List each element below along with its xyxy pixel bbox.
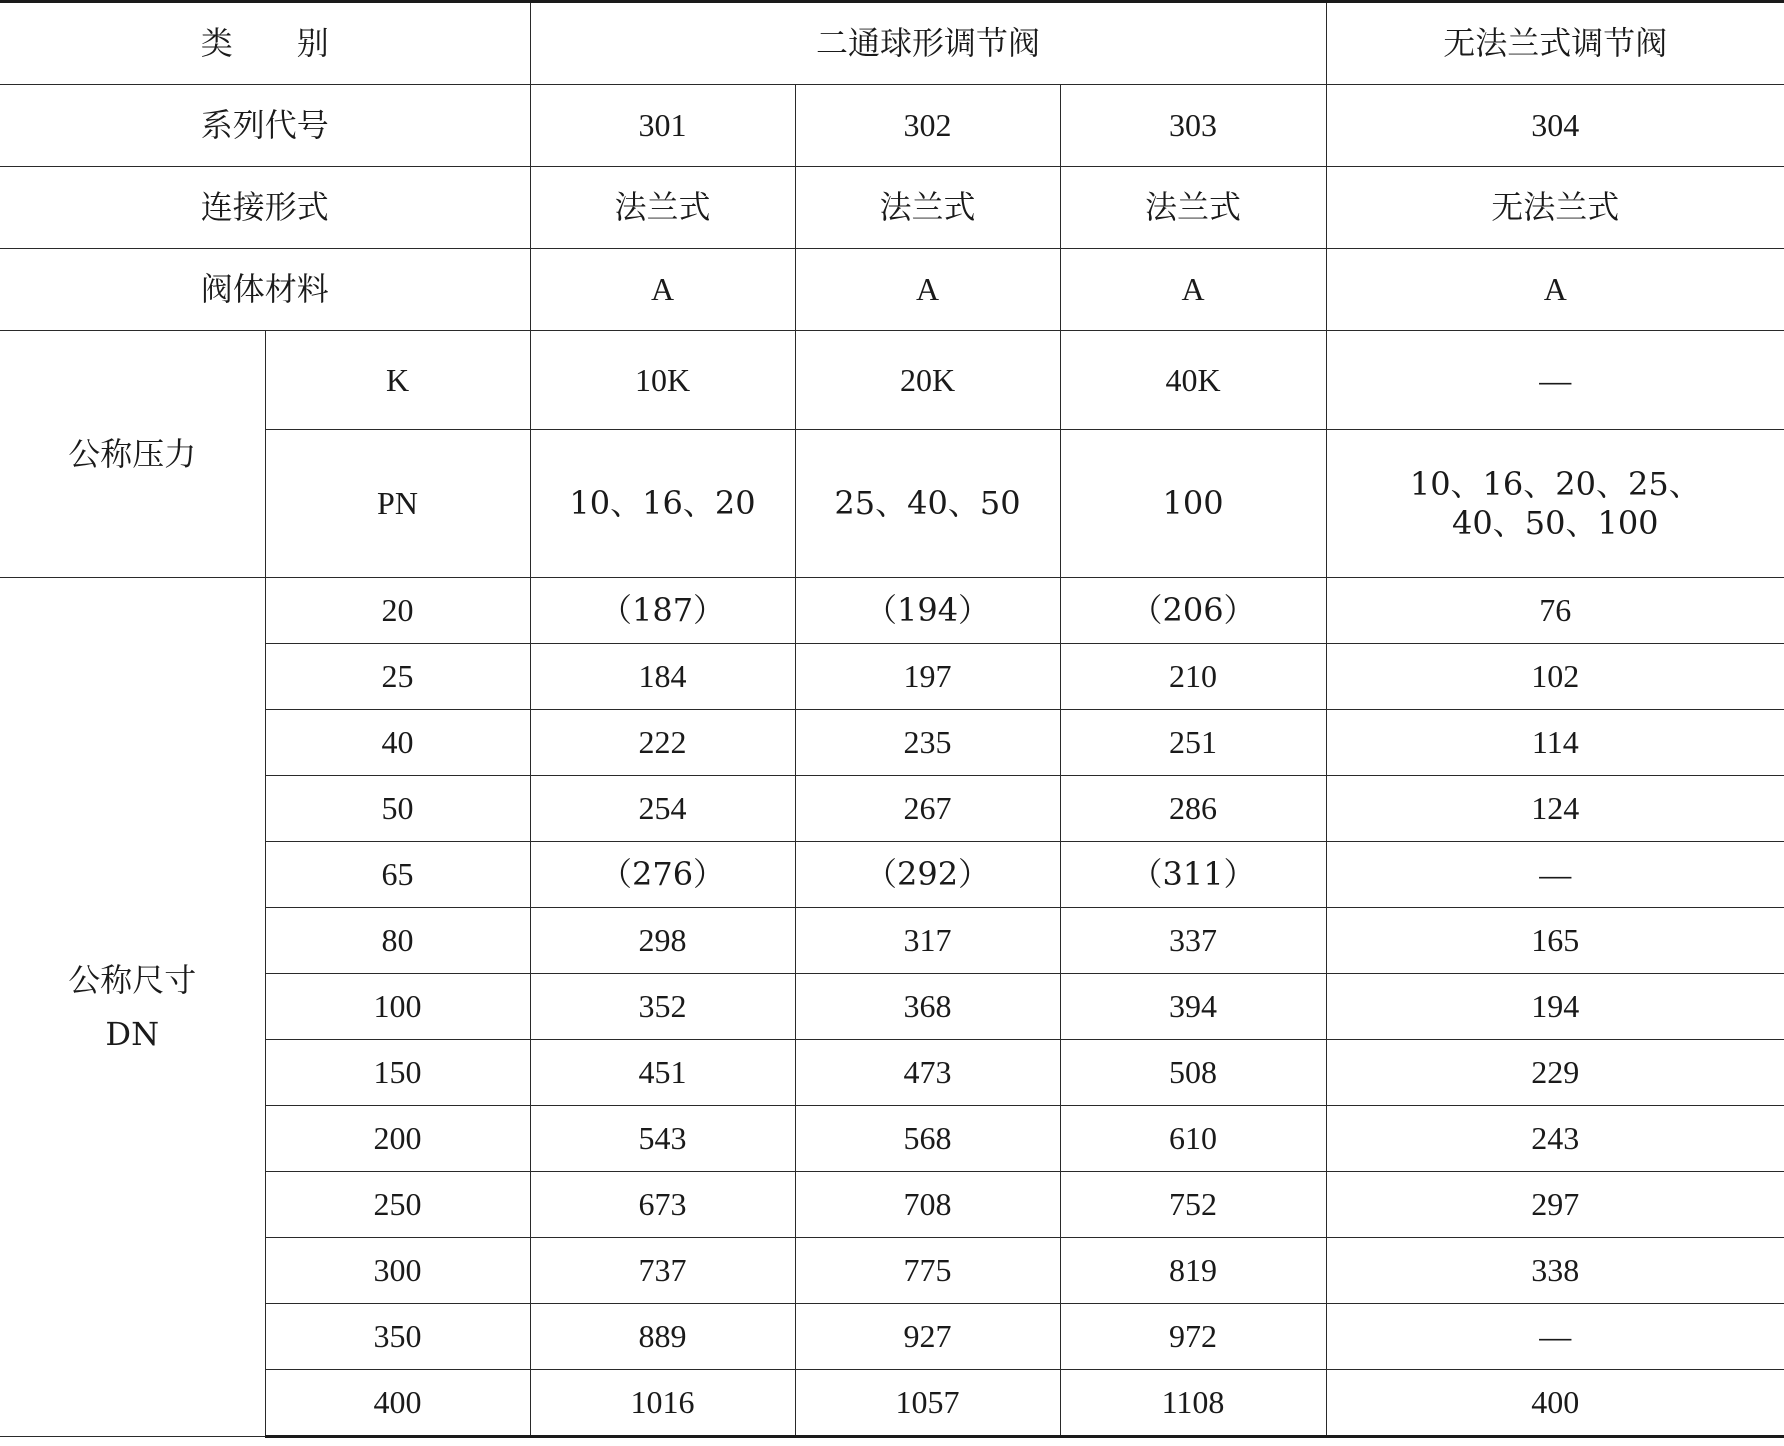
size-value-cell: 1108 bbox=[1060, 1370, 1326, 1437]
size-label-text bbox=[68, 953, 196, 1062]
series-row bbox=[0, 85, 1784, 167]
size-value-cell: — bbox=[1326, 1304, 1784, 1370]
material-cell: A bbox=[1326, 249, 1784, 331]
size-value-cell: 889 bbox=[530, 1304, 795, 1370]
connection-row bbox=[0, 167, 1784, 249]
size-value-cell: （292） bbox=[795, 842, 1060, 908]
size-row bbox=[0, 644, 1784, 710]
size-value-cell: 76 bbox=[1326, 578, 1784, 644]
size-value-cell: （187） bbox=[530, 578, 795, 644]
size-row bbox=[0, 908, 1784, 974]
size-dn-cell: 80 bbox=[265, 908, 530, 974]
size-label bbox=[0, 578, 265, 1437]
size-value-cell: 1016 bbox=[530, 1370, 795, 1437]
series-cell: 302 bbox=[795, 85, 1060, 167]
size-value-cell: 473 bbox=[795, 1040, 1060, 1106]
connection-cell: 法兰式 bbox=[530, 167, 795, 249]
series-label: 系列代号 bbox=[0, 85, 530, 167]
size-value-cell: 508 bbox=[1060, 1040, 1326, 1106]
size-value-cell: 114 bbox=[1326, 710, 1784, 776]
connection-cell: 法兰式 bbox=[1060, 167, 1326, 249]
size-dn-cell: 100 bbox=[265, 974, 530, 1040]
size-value-cell: 210 bbox=[1060, 644, 1326, 710]
size-value-cell: 102 bbox=[1326, 644, 1784, 710]
size-row bbox=[0, 710, 1784, 776]
size-value-cell: 194 bbox=[1326, 974, 1784, 1040]
globe-valve-group-header: 二通球形调节阀 bbox=[530, 2, 1326, 85]
size-value-cell: 610 bbox=[1060, 1106, 1326, 1172]
size-dn-cell: 350 bbox=[265, 1304, 530, 1370]
size-value-cell: （206） bbox=[1060, 578, 1326, 644]
size-dn-cell: 25 bbox=[265, 644, 530, 710]
size-value-cell: （194） bbox=[795, 578, 1060, 644]
size-dn-cell: 150 bbox=[265, 1040, 530, 1106]
size-row bbox=[0, 1370, 1784, 1437]
size-row bbox=[0, 842, 1784, 908]
size-value-cell: 394 bbox=[1060, 974, 1326, 1040]
size-value-cell: 297 bbox=[1326, 1172, 1784, 1238]
material-cell: A bbox=[1060, 249, 1326, 331]
size-value-cell: 267 bbox=[795, 776, 1060, 842]
header-row bbox=[0, 2, 1784, 85]
size-value-cell: 338 bbox=[1326, 1238, 1784, 1304]
pressure-pn-cell: 10、16、20 bbox=[530, 430, 795, 578]
connection-cell: 法兰式 bbox=[795, 167, 1060, 249]
size-value-cell: 775 bbox=[795, 1238, 1060, 1304]
size-value-cell: 222 bbox=[530, 710, 795, 776]
size-value-cell: 927 bbox=[795, 1304, 1060, 1370]
size-value-cell: 752 bbox=[1060, 1172, 1326, 1238]
size-value-cell: 400 bbox=[1326, 1370, 1784, 1437]
pressure-k-cell: 40K bbox=[1060, 331, 1326, 430]
size-dn-cell: 50 bbox=[265, 776, 530, 842]
size-value-cell: 184 bbox=[530, 644, 795, 710]
pressure-k-cell: — bbox=[1326, 331, 1784, 430]
material-label: 阀体材料 bbox=[0, 249, 530, 331]
size-value-cell: 243 bbox=[1326, 1106, 1784, 1172]
size-value-cell: 708 bbox=[795, 1172, 1060, 1238]
size-value-cell: 251 bbox=[1060, 710, 1326, 776]
size-row bbox=[0, 1304, 1784, 1370]
pressure-pn-cell: 25、40、50 bbox=[795, 430, 1060, 578]
series-cell: 303 bbox=[1060, 85, 1326, 167]
size-value-cell: 972 bbox=[1060, 1304, 1326, 1370]
size-dn-cell: 250 bbox=[265, 1172, 530, 1238]
pressure-k-row bbox=[0, 331, 1784, 430]
size-row bbox=[0, 1172, 1784, 1238]
size-dn-cell: 200 bbox=[265, 1106, 530, 1172]
pressure-pn-label: PN bbox=[265, 430, 530, 578]
size-value-cell: 254 bbox=[530, 776, 795, 842]
size-value-cell: 229 bbox=[1326, 1040, 1784, 1106]
pressure-pn-cell: 100 bbox=[1060, 430, 1326, 578]
connection-label: 连接形式 bbox=[0, 167, 530, 249]
size-value-cell: 737 bbox=[530, 1238, 795, 1304]
size-dn-cell: 20 bbox=[265, 578, 530, 644]
size-value-cell: — bbox=[1326, 842, 1784, 908]
size-label-line2: DN bbox=[105, 1015, 160, 1053]
size-row bbox=[0, 1106, 1784, 1172]
size-value-cell: 819 bbox=[1060, 1238, 1326, 1304]
size-value-cell: 673 bbox=[530, 1172, 795, 1238]
size-value-cell: 568 bbox=[795, 1106, 1060, 1172]
pressure-pn-row bbox=[0, 430, 1784, 578]
size-row bbox=[0, 776, 1784, 842]
size-dn-cell: 400 bbox=[265, 1370, 530, 1437]
size-value-cell: 235 bbox=[795, 710, 1060, 776]
size-value-cell: 124 bbox=[1326, 776, 1784, 842]
category-header: 类 别 bbox=[0, 2, 530, 85]
size-value-cell: 165 bbox=[1326, 908, 1784, 974]
size-value-cell: 197 bbox=[795, 644, 1060, 710]
size-value-cell: 286 bbox=[1060, 776, 1326, 842]
size-value-cell: 368 bbox=[795, 974, 1060, 1040]
size-value-cell: 352 bbox=[530, 974, 795, 1040]
material-row bbox=[0, 249, 1784, 331]
material-cell: A bbox=[530, 249, 795, 331]
pressure-k-cell: 20K bbox=[795, 331, 1060, 430]
size-dn-cell: 65 bbox=[265, 842, 530, 908]
size-row bbox=[0, 1238, 1784, 1304]
flangeless-valve-group-header: 无法兰式调节阀 bbox=[1326, 2, 1784, 85]
size-value-cell: （311） bbox=[1060, 842, 1326, 908]
pressure-pn-cell: 10、16、20、25、 40、50、100 bbox=[1326, 430, 1784, 578]
pressure-k-cell: 10K bbox=[530, 331, 795, 430]
size-label-line1: 公称尺寸 bbox=[68, 960, 197, 999]
connection-cell: 无法兰式 bbox=[1326, 167, 1784, 249]
size-value-cell: 451 bbox=[530, 1040, 795, 1106]
size-value-cell: 298 bbox=[530, 908, 795, 974]
pressure-label: 公称压力 bbox=[0, 331, 265, 578]
size-dn-cell: 40 bbox=[265, 710, 530, 776]
size-row bbox=[0, 578, 1784, 644]
size-value-cell: （276） bbox=[530, 842, 795, 908]
size-value-cell: 317 bbox=[795, 908, 1060, 974]
material-cell: A bbox=[795, 249, 1060, 331]
size-value-cell: 1057 bbox=[795, 1370, 1060, 1437]
size-value-cell: 543 bbox=[530, 1106, 795, 1172]
pressure-k-label: K bbox=[265, 331, 530, 430]
series-cell: 301 bbox=[530, 85, 795, 167]
size-row bbox=[0, 974, 1784, 1040]
size-dn-cell: 300 bbox=[265, 1238, 530, 1304]
size-row bbox=[0, 1040, 1784, 1106]
size-value-cell: 337 bbox=[1060, 908, 1326, 974]
series-cell: 304 bbox=[1326, 85, 1784, 167]
